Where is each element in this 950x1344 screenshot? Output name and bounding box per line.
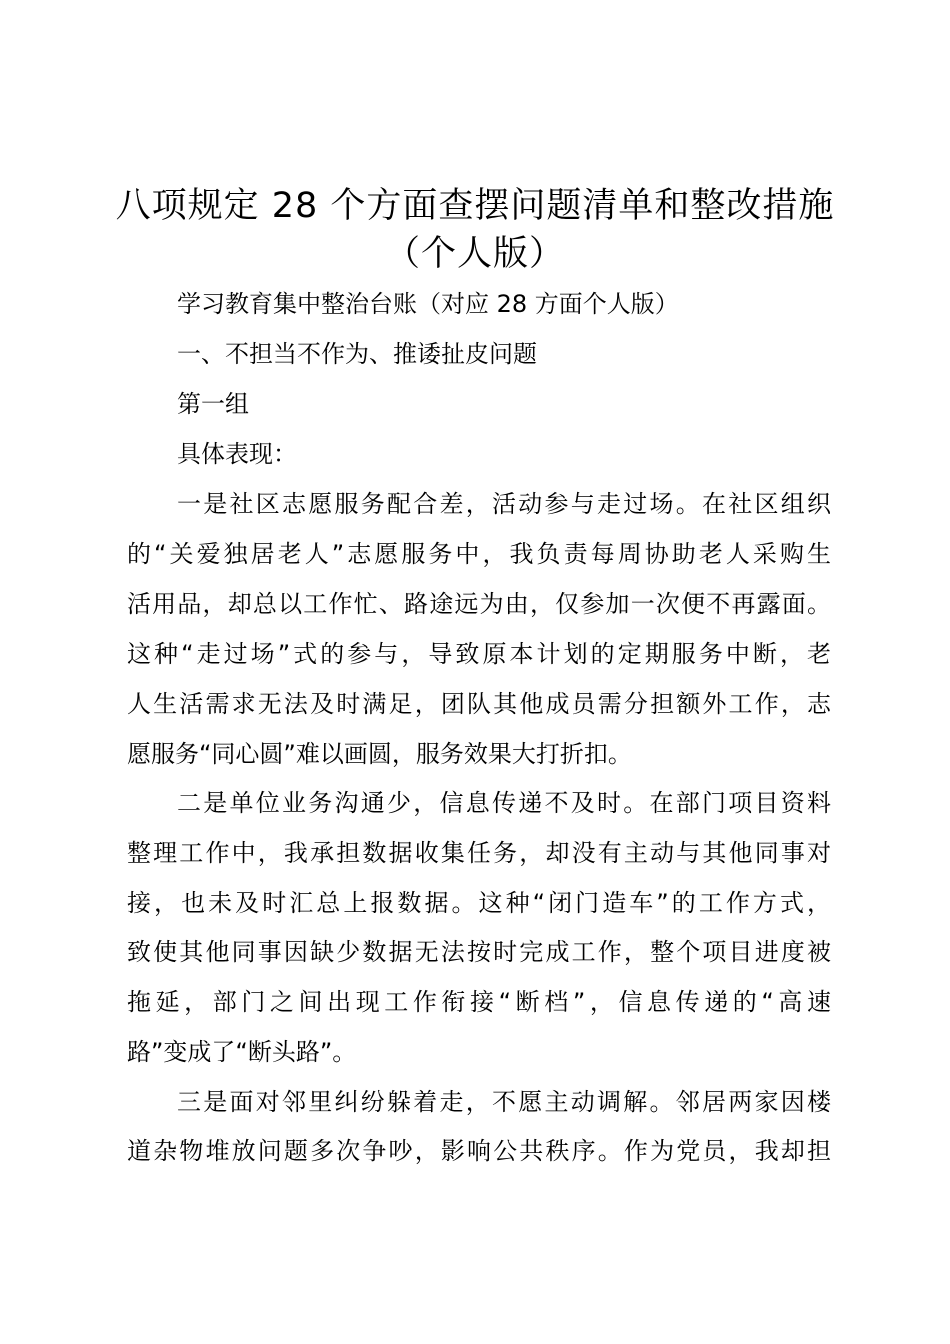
document-subtitle: 学习教育集中整治台账（对应 28 方面个人版） — [177, 290, 679, 318]
paragraph-line: 愿服务“同心圆”难以画圆，服务效果大打折扣。 — [127, 740, 632, 768]
paragraph-line: 致使其他同事因缺少数据无法按时完成工作，整个项目进度被 — [127, 938, 831, 966]
paragraph-line: 这种“走过场”式的参与，导致原本计划的定期服务中断，老 — [127, 640, 831, 668]
document-title: 八项规定 28 个方面查摆问题清单和整改措施 — [115, 186, 835, 226]
specific-label: 具体表现： — [177, 440, 297, 468]
section-heading: 一、不担当不作为、推诿扯皮问题 — [177, 340, 537, 368]
paragraph-line: 路”变成了“断头路”。 — [127, 1038, 357, 1066]
document-title-suffix: （个人版） — [384, 234, 565, 274]
paragraph-line: 活用品，却总以工作忙、路途远为由，仅参加一次便不再露面。 — [127, 590, 831, 618]
paragraph-line: 道杂物堆放问题多次争吵，影响公共秩序。作为党员，我却担 — [127, 1137, 831, 1165]
paragraph-line: 三是面对邻里纠纷躲着走，不愿主动调解。邻居两家因楼 — [177, 1088, 831, 1116]
paragraph-line: 拖延，部门之间出现工作衔接“断档”，信息传递的“高速 — [127, 988, 831, 1016]
paragraph-line: 接，也未及时汇总上报数据。这种“闭门造车”的工作方式， — [127, 889, 831, 917]
paragraph-line: 一是社区志愿服务配合差，活动参与走过场。在社区组织 — [177, 490, 831, 518]
paragraph-line: 的“关爱独居老人”志愿服务中，我负责每周协助老人采购生 — [127, 540, 831, 568]
paragraph-line: 二是单位业务沟通少，信息传递不及时。在部门项目资料 — [177, 789, 831, 817]
group-label: 第一组 — [177, 390, 249, 418]
paragraph-line: 整理工作中，我承担数据收集任务，却没有主动与其他同事对 — [127, 839, 831, 867]
paragraph-line: 人生活需求无法及时满足，团队其他成员需分担额外工作，志 — [127, 690, 831, 718]
